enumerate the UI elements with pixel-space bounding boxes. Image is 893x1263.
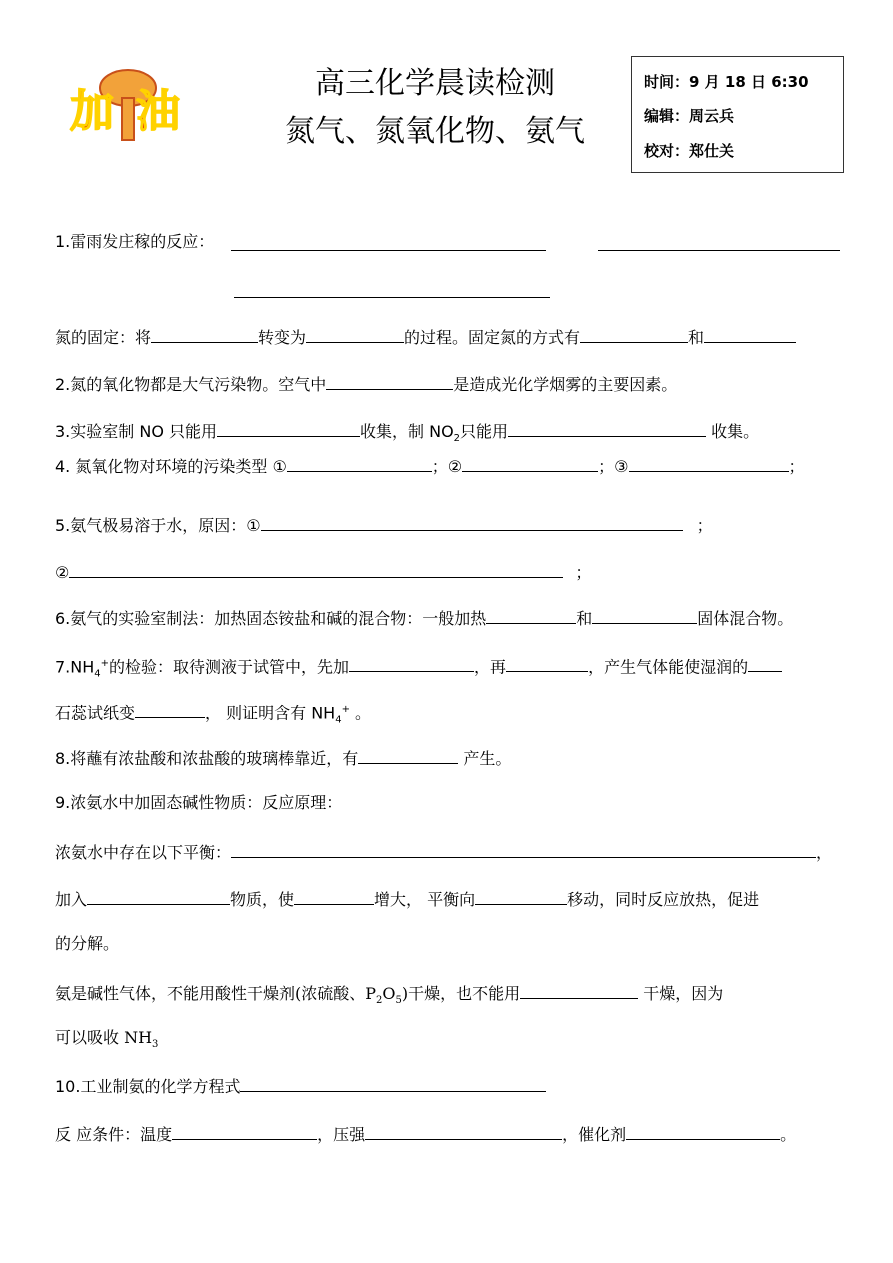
question-5-reason-2: ② ；: [55, 559, 591, 581]
page-title: 高三化学晨读检测: [315, 66, 555, 101]
answer-blank[interactable]: [87, 886, 230, 905]
logo: [66, 68, 200, 142]
question-6: 6.氨气的实验室制法：加热固态铵盐和碱的混合物：一般加热 和 固体混合物。: [55, 605, 793, 627]
page-subtitle: 氮气、氮氧化物、氨气: [285, 114, 585, 149]
question-10: 10.工业制氨的化学方程式: [55, 1073, 546, 1095]
answer-blank[interactable]: [365, 1121, 562, 1140]
question-9-drying: 氨是碱性气体，不能用酸性干燥剂(浓硫酸、$P_2O_5$)干燥，也不能用 干燥，因为: [55, 980, 723, 1002]
answer-blank[interactable]: [704, 324, 796, 343]
info-box: [631, 56, 844, 173]
answer-blank[interactable]: [231, 250, 546, 251]
question-9-add: 加入 物质，使 增大， 平衡向 移动，同时反应放热，促进: [55, 886, 759, 908]
answer-blank[interactable]: [326, 371, 453, 390]
answer-blank[interactable]: [349, 653, 474, 672]
answer-blank[interactable]: [748, 653, 782, 672]
question-9-decompose: 的分解。: [55, 934, 120, 953]
answer-blank[interactable]: [287, 453, 432, 472]
question-8: 8.将蘸有浓盐酸和浓盐酸的玻璃棒靠近，有 产生。: [55, 745, 511, 767]
answer-blank[interactable]: [261, 512, 683, 531]
answer-blank[interactable]: [234, 297, 550, 298]
question-9: 9.浓氨水中加固态碱性物质：反应原理：: [55, 793, 343, 812]
question-9-absorb: 可以吸收 $NH_3$: [55, 1028, 159, 1051]
answer-blank[interactable]: [358, 745, 458, 764]
answer-blank[interactable]: [69, 559, 563, 578]
question-2: 2.氮的氧化物都是大气污染物。空气中 是造成光化学烟雾的主要因素。: [55, 371, 677, 393]
svg-text:加: 加: [70, 86, 114, 137]
answer-blank[interactable]: [520, 980, 638, 999]
answer-blank[interactable]: [217, 418, 360, 437]
answer-blank[interactable]: [629, 453, 789, 472]
answer-blank[interactable]: [172, 1121, 317, 1140]
svg-text:油: 油: [136, 86, 180, 137]
answer-blank[interactable]: [231, 839, 816, 858]
answer-blank[interactable]: [508, 418, 706, 437]
answer-blank[interactable]: [592, 605, 697, 624]
answer-blank[interactable]: [580, 324, 688, 343]
info-editor: 编辑：周云兵: [644, 107, 735, 125]
answer-blank[interactable]: [626, 1121, 780, 1140]
answer-blank[interactable]: [475, 886, 567, 905]
question-1: 1.雷雨发庄稼的反应：: [55, 232, 215, 251]
answer-blank[interactable]: [486, 605, 576, 624]
answer-blank[interactable]: [294, 886, 374, 905]
question-9-equilibrium: 浓氨水中存在以下平衡： ，: [55, 839, 832, 861]
answer-blank[interactable]: [462, 453, 598, 472]
question-5: 5.氨气极易溶于水，原因：① ；: [55, 512, 713, 534]
question-7-continued: 石蕊试纸变 ， 则证明含有 $NH_4^+$ 。: [55, 699, 371, 721]
question-3: 3.实验室制 NO 只能用 收集，制 $NO_2$只能用 收集。: [55, 418, 759, 440]
answer-blank[interactable]: [135, 699, 205, 718]
answer-blank[interactable]: [240, 1073, 546, 1092]
info-time: 时间：9 月 18 日 6:30: [644, 73, 809, 91]
answer-blank[interactable]: [306, 324, 404, 343]
question-1-nitrogen-fixation: 氮的固定：将 转变为 的过程。固定氮的方式有 和: [55, 324, 796, 346]
answer-blank[interactable]: [151, 324, 258, 343]
question-4: 4. 氮氧化物对环境的污染类型 ① ；② ；③ ；: [55, 453, 805, 475]
question-7: $7.NH_4^+$的检验：取待测液于试管中，先加 ，再 ，产生气体能使湿润的: [55, 653, 782, 675]
question-10-conditions: 反 应条件：温度 ，压强 ，催化剂 。: [55, 1121, 796, 1143]
info-proofreader: 校对：郑仕关: [644, 142, 735, 160]
answer-blank[interactable]: [598, 250, 840, 251]
answer-blank[interactable]: [506, 653, 588, 672]
